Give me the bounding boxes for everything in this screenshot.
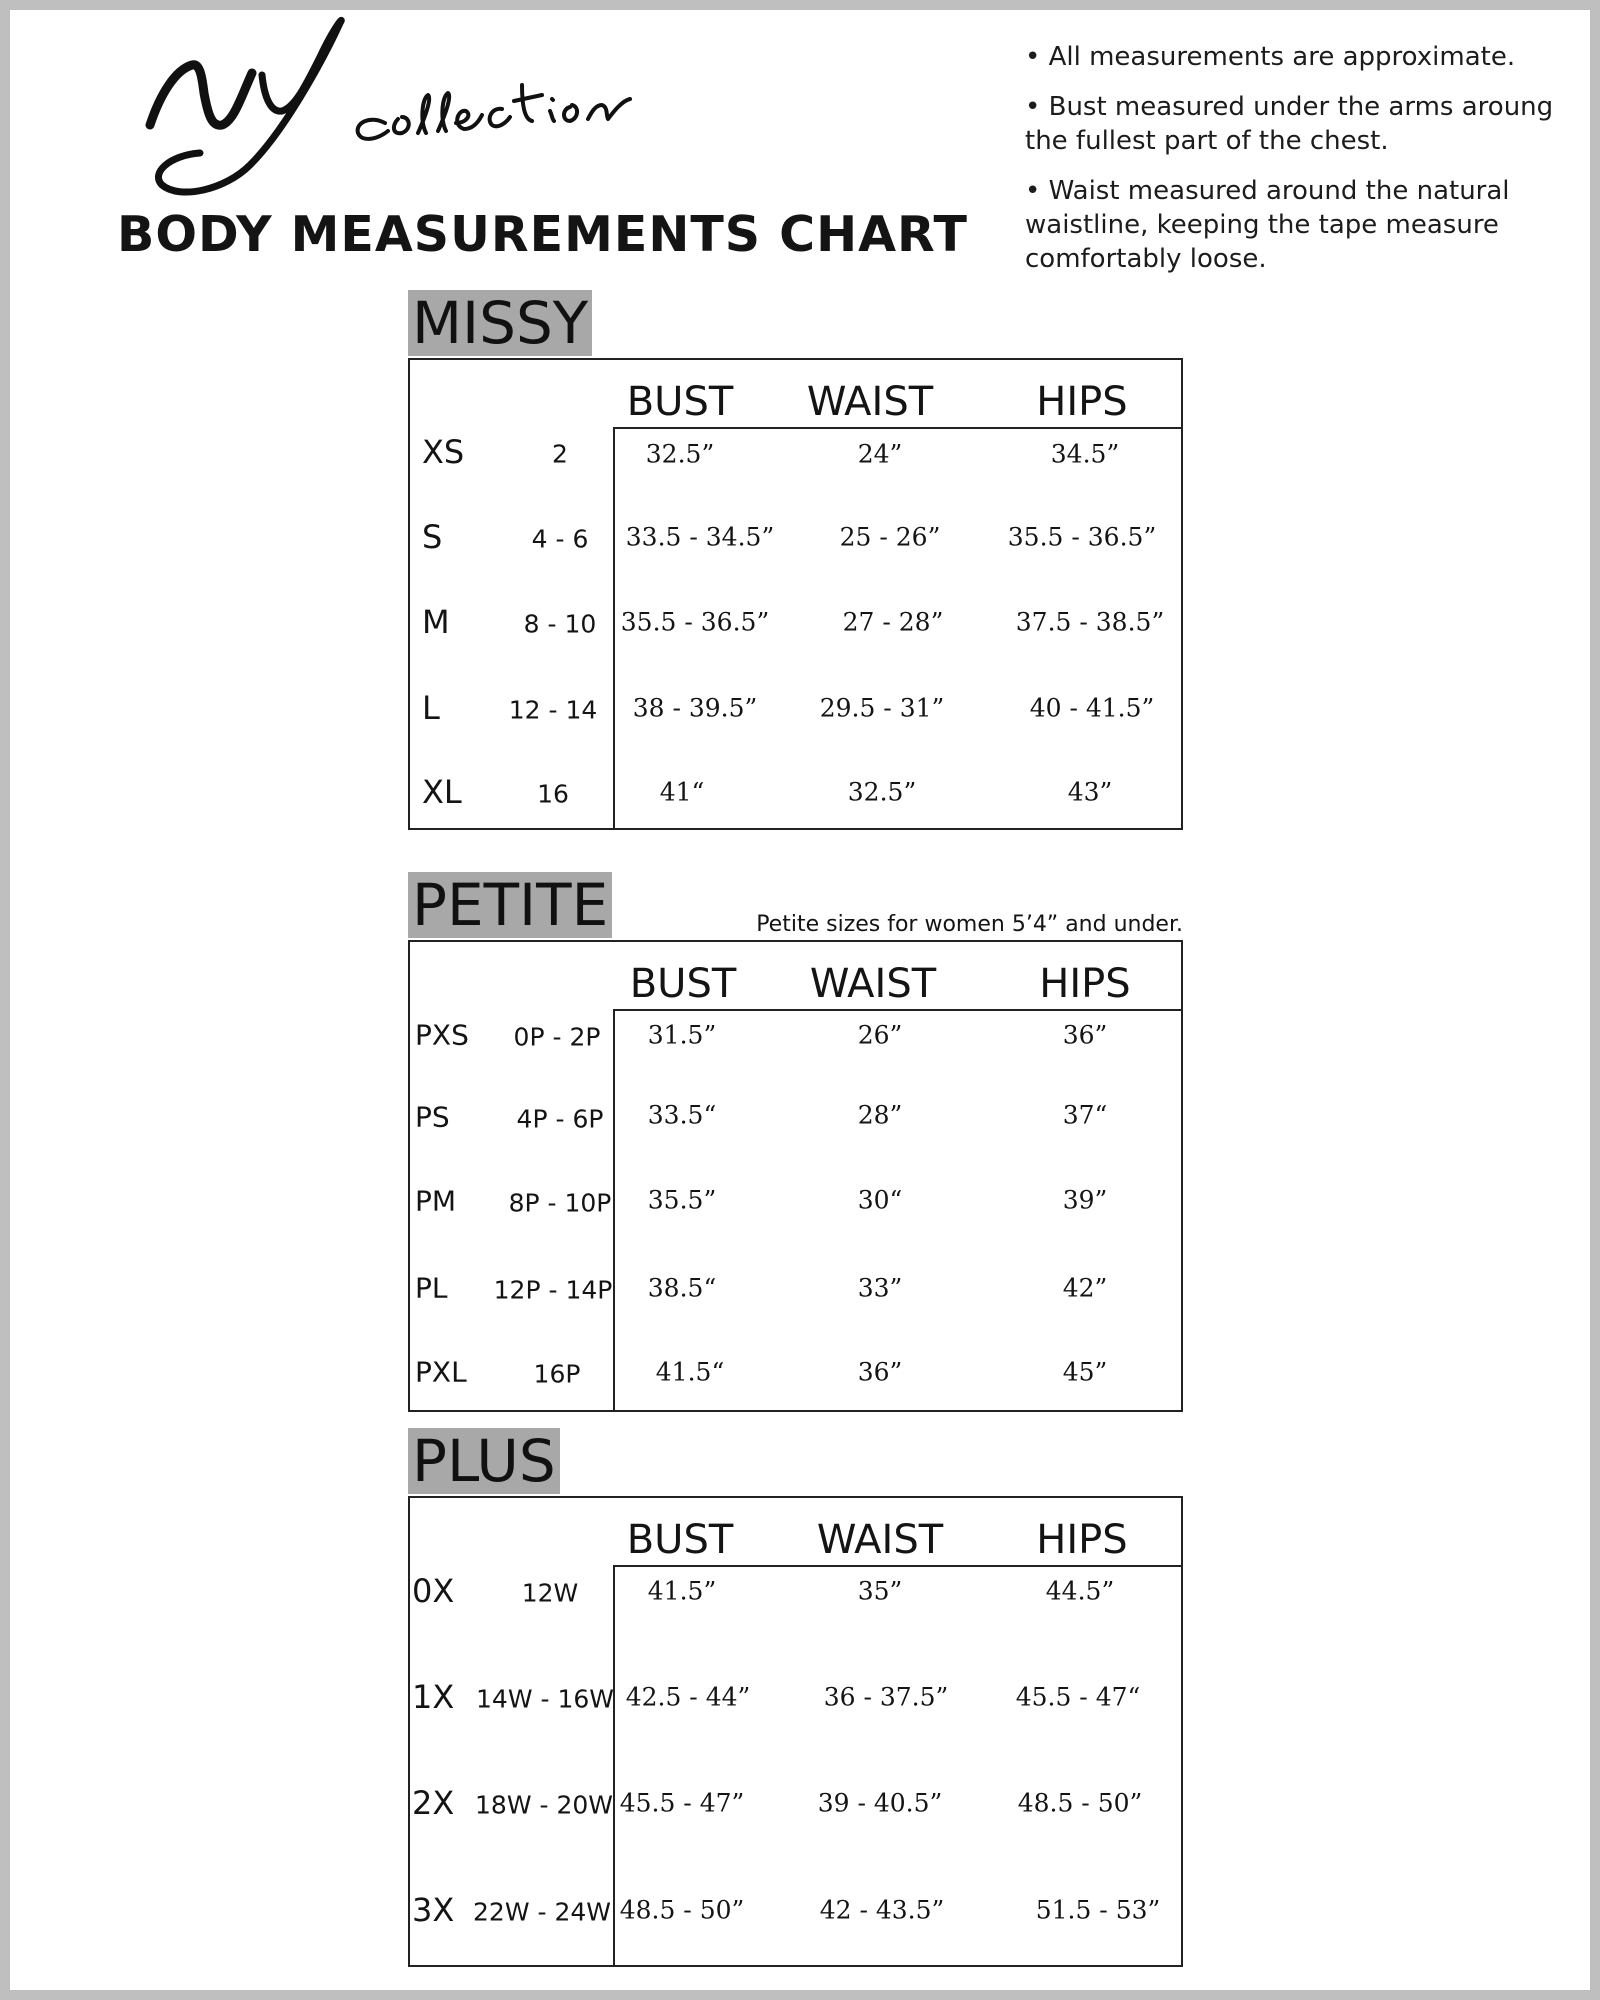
missy-header-bust: BUST xyxy=(626,379,734,425)
plus-waist: 35” xyxy=(857,1576,903,1606)
plus-bust: 41.5” xyxy=(647,1576,717,1606)
missy-waist: 32.5” xyxy=(847,777,917,807)
measurement-notes xyxy=(1025,40,1585,292)
petite-waist: 28” xyxy=(857,1100,903,1130)
petite-header-hips: HIPS xyxy=(1039,961,1131,1007)
missy-number: 12 - 14 xyxy=(508,695,598,725)
plus-table xyxy=(408,1496,1183,1967)
missy-bust: 35.5 - 36.5” xyxy=(620,607,770,637)
missy-section xyxy=(408,290,1183,830)
petite-note: Petite sizes for women 5’4” and under. xyxy=(756,912,1183,937)
plus-size: 1X xyxy=(412,1678,455,1716)
missy-hips: 37.5 - 38.5” xyxy=(1015,607,1165,637)
petite-bust: 33.5“ xyxy=(647,1100,717,1130)
petite-waist: 26” xyxy=(857,1020,903,1050)
plus-size: 2X xyxy=(412,1784,455,1822)
page-title: BODY MEASUREMENTS CHART xyxy=(117,206,968,263)
missy-hips: 34.5” xyxy=(1050,439,1120,469)
missy-bust: 33.5 - 34.5” xyxy=(625,522,775,552)
missy-number: 4 - 6 xyxy=(531,524,589,554)
plus-hips: 51.5 - 53” xyxy=(1035,1895,1161,1925)
petite-hips: 36” xyxy=(1062,1020,1108,1050)
note-waist: • Waist measured around the natural waistline, keeping the tape measure comfortably loose. xyxy=(1025,176,1510,274)
plus-hips: 45.5 - 47“ xyxy=(1015,1682,1141,1712)
plus-number: 14W - 16W xyxy=(476,1684,614,1714)
petite-bust: 41.5“ xyxy=(655,1357,725,1387)
petite-size: PM xyxy=(415,1184,457,1218)
brand-logo xyxy=(130,15,750,215)
plus-number: 22W - 24W xyxy=(473,1897,611,1927)
petite-table xyxy=(408,940,1183,1412)
petite-number: 4P - 6P xyxy=(516,1104,604,1134)
plus-section xyxy=(408,1428,1183,1967)
plus-waist: 39 - 40.5” xyxy=(817,1788,943,1818)
missy-hips: 43” xyxy=(1067,777,1113,807)
missy-size: S xyxy=(422,518,443,556)
petite-hips: 42” xyxy=(1062,1273,1108,1303)
plus-size: 0X xyxy=(412,1572,455,1610)
plus-label: PLUS xyxy=(408,1428,560,1494)
missy-hips: 35.5 - 36.5” xyxy=(1007,522,1157,552)
plus-header-waist: WAIST xyxy=(816,1517,944,1563)
plus-waist: 36 - 37.5” xyxy=(823,1682,949,1712)
petite-size: PXL xyxy=(415,1355,467,1389)
petite-size: PXS xyxy=(415,1018,469,1052)
petite-header-bust: BUST xyxy=(629,961,737,1007)
petite-section xyxy=(408,872,1183,1412)
missy-waist: 25 - 26” xyxy=(839,522,941,552)
petite-number: 12P - 14P xyxy=(493,1275,613,1305)
petite-bust: 35.5” xyxy=(647,1185,717,1215)
missy-table xyxy=(408,358,1183,830)
petite-waist: 33” xyxy=(857,1273,903,1303)
missy-bust: 41“ xyxy=(659,777,705,807)
petite-waist: 36” xyxy=(857,1357,903,1387)
plus-number: 18W - 20W xyxy=(475,1790,613,1820)
petite-bust: 31.5” xyxy=(647,1020,717,1050)
petite-waist: 30“ xyxy=(857,1185,903,1215)
missy-size: L xyxy=(422,689,440,727)
petite-hips: 37“ xyxy=(1062,1100,1108,1130)
plus-number: 12W xyxy=(521,1578,579,1608)
petite-label: PETITE xyxy=(408,872,612,938)
petite-hips: 45” xyxy=(1062,1357,1108,1387)
missy-hips: 40 - 41.5” xyxy=(1029,693,1155,723)
note-bust: • Bust measured under the arms aroung the fullest part of the chest. xyxy=(1025,92,1554,156)
plus-bust: 48.5 - 50” xyxy=(619,1895,745,1925)
note-approximate: • All measurements are approximate. xyxy=(1025,42,1516,72)
plus-header-bust: BUST xyxy=(626,1517,734,1563)
petite-number: 0P - 2P xyxy=(513,1022,601,1052)
missy-size: XL xyxy=(422,773,462,811)
missy-waist: 29.5 - 31” xyxy=(819,693,945,723)
missy-header-hips: HIPS xyxy=(1036,379,1128,425)
plus-size: 3X xyxy=(412,1891,455,1929)
missy-bust: 38 - 39.5” xyxy=(632,693,758,723)
plus-hips: 48.5 - 50” xyxy=(1017,1788,1143,1818)
petite-hips: 39” xyxy=(1062,1185,1108,1215)
petite-number: 16P xyxy=(533,1359,581,1389)
plus-bust: 45.5 - 47” xyxy=(619,1788,745,1818)
plus-hips: 44.5” xyxy=(1045,1576,1115,1606)
missy-bust: 32.5” xyxy=(645,439,715,469)
plus-header-hips: HIPS xyxy=(1036,1517,1128,1563)
missy-size: M xyxy=(422,603,450,641)
missy-size: XS xyxy=(422,433,465,471)
missy-number: 8 - 10 xyxy=(523,609,597,639)
petite-size: PS xyxy=(415,1100,450,1134)
missy-number: 2 xyxy=(552,439,568,469)
missy-header-waist: WAIST xyxy=(806,379,934,425)
missy-waist: 27 - 28” xyxy=(842,607,944,637)
plus-bust: 42.5 - 44” xyxy=(625,1682,751,1712)
missy-label: MISSY xyxy=(408,290,592,356)
missy-number: 16 xyxy=(537,779,569,809)
plus-waist: 42 - 43.5” xyxy=(819,1895,945,1925)
petite-header-waist: WAIST xyxy=(809,961,937,1007)
petite-size: PL xyxy=(415,1271,448,1305)
petite-bust: 38.5“ xyxy=(647,1273,717,1303)
missy-waist: 24” xyxy=(857,439,903,469)
petite-number: 8P - 10P xyxy=(508,1188,612,1218)
